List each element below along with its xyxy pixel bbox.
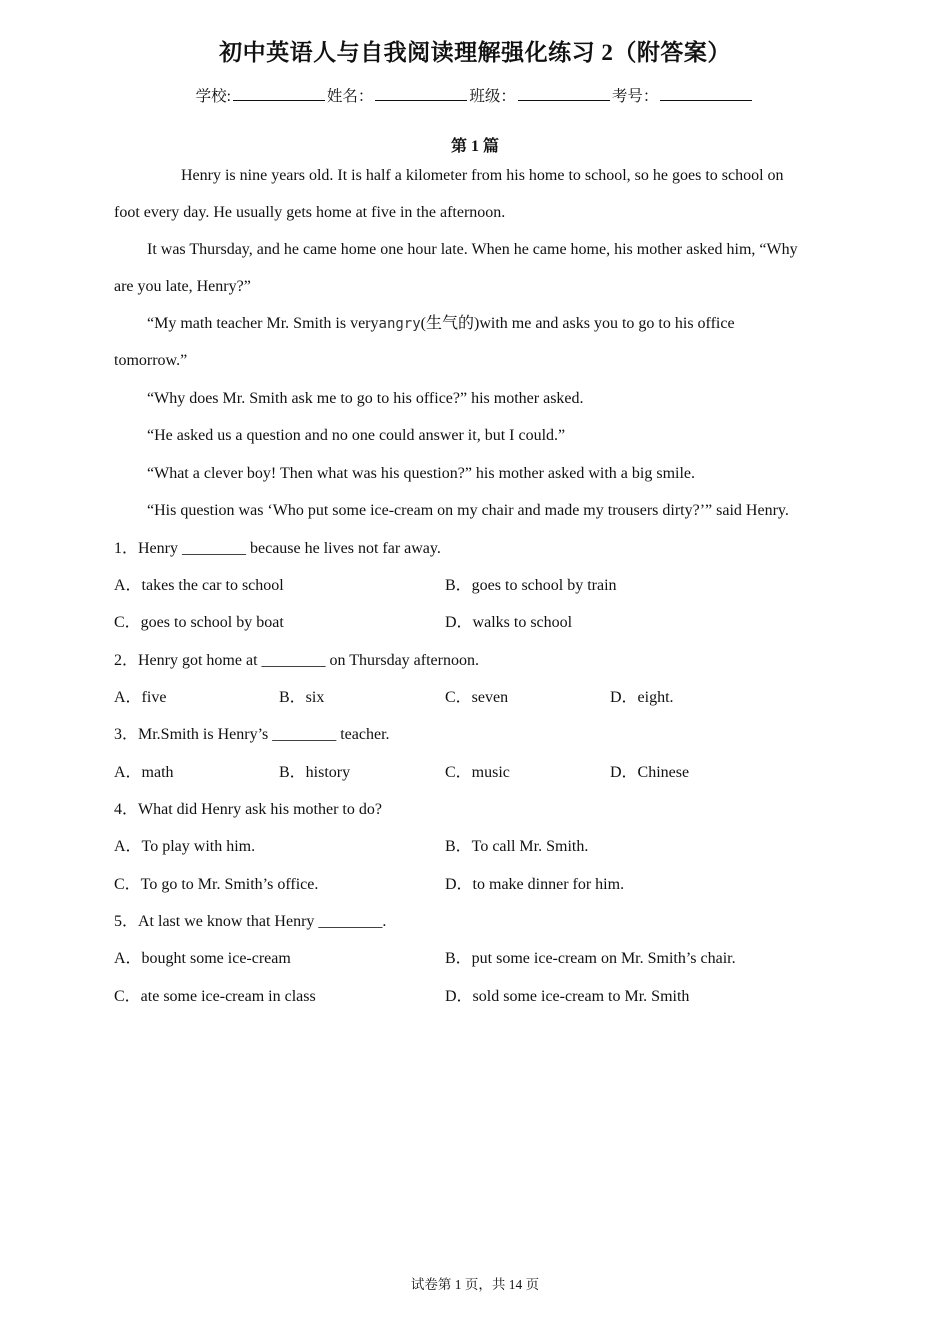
question-1-option-a: A．takes the car to school: [114, 577, 284, 594]
question-2-option-a: A．five: [114, 689, 167, 706]
passage-p6: “What a clever boy! Then what was his question?” his mother asked with a big smile.: [147, 465, 695, 482]
passage-p5: “He asked us a question and no one could answer it, but I could.”: [147, 427, 566, 444]
passage-p1-line1: Henry is nine years old. It is half a kilometer from his home to school, so he goes to school on: [181, 167, 784, 184]
passage-p3-keyword: angry: [378, 316, 421, 332]
class-label: 班级：: [469, 88, 516, 105]
class-blank: [518, 99, 610, 101]
question-3-option-b: B．history: [279, 764, 351, 781]
passage-p3-line1: [147, 314, 735, 334]
question-4-option-c: C．To go to Mr. Smith’s office.: [114, 876, 319, 893]
passage-p3-line2: tomorrow.”: [114, 352, 188, 369]
question-3-option-d: D．Chinese: [610, 764, 690, 781]
question-4-option-a: A．To play with him.: [114, 838, 256, 855]
number-label: 考号：: [611, 88, 659, 105]
passage-p3-text-a: “My math teacher Mr. Smith is very: [147, 315, 379, 332]
name-label: 姓名：: [326, 88, 374, 105]
question-4-stem: 4．What did Henry ask his mother to do?: [114, 801, 382, 818]
question-2-stem: 2．Henry got home at ________ on Thursday afternoon.: [114, 652, 479, 669]
section-title: 第 1 篇: [450, 138, 499, 155]
question-5-option-a: A．bought some ice-cream: [114, 950, 291, 967]
question-5-option-c: C．ate some ice-cream in class: [114, 988, 316, 1005]
passage-p4: “Why does Mr. Smith ask me to go to his office?” his mother asked.: [147, 390, 584, 407]
number-blank: [660, 99, 752, 101]
page-title: 初中英语人与自我阅读理解强化练习 2（附答案）: [219, 40, 731, 65]
passage-p2-line1: It was Thursday, and he came home one hour late. When he came home, his mother asked him, “Why: [147, 241, 798, 258]
question-2-option-b: B．six: [279, 689, 325, 706]
question-3-option-c: C．music: [445, 764, 510, 781]
question-3-stem: 3．Mr.Smith is Henry’s ________ teacher.: [114, 726, 390, 743]
question-2-option-d: D．eight.: [610, 689, 674, 706]
question-1-option-c: C．goes to school by boat: [114, 614, 284, 631]
question-1-option-b: B．goes to school by train: [445, 577, 617, 594]
question-1-option-d: D．walks to school: [445, 614, 573, 631]
question-1-stem: 1．Henry ________ because he lives not far away.: [114, 540, 441, 557]
question-3-option-a: A．math: [114, 764, 174, 781]
question-4-option-d: D．to make dinner for him.: [445, 876, 625, 893]
passage-p1-line2: foot every day. He usually gets home at five in the afternoon.: [114, 204, 506, 221]
question-2-option-c: C．seven: [445, 689, 509, 706]
passage-p3-text-b: (生气的)with me and asks you to go to his office: [420, 315, 735, 332]
page-footer: 试卷第 1 页，共 14 页: [410, 1277, 540, 1292]
passage-p2-line2: are you late, Henry?”: [114, 278, 251, 295]
question-5-option-b: B．put some ice-cream on Mr. Smith’s chair.: [445, 950, 736, 967]
passage-p7: “His question was ‘Who put some ice-cream on my chair and made my trousers dirty?’” said Henry.: [147, 502, 789, 519]
question-4-option-b: B．To call Mr. Smith.: [445, 838, 589, 855]
school-blank: [233, 99, 325, 101]
question-5-stem: 5．At last we know that Henry ________.: [114, 913, 387, 930]
school-label: 学校:: [195, 88, 231, 105]
student-info-line: [0, 84, 950, 106]
question-5-option-d: D．sold some ice-cream to Mr. Smith: [445, 988, 690, 1005]
name-blank: [375, 99, 467, 101]
